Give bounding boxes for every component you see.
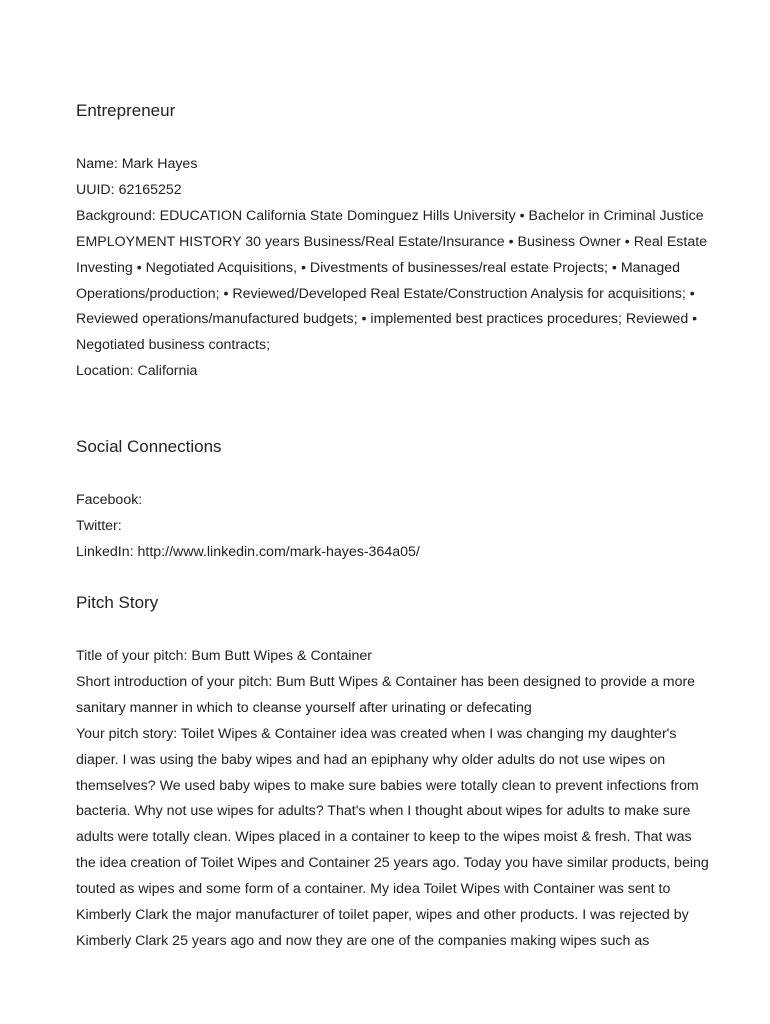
pitch-introduction: Short introduction of your pitch: Bum Butt Wipes & Container has been designed to provide a more sanitary manner in which to cleanse yourself after urinating or defecating [76, 673, 696, 716]
pitch-title: Title of your pitch: Bum Butt Wipes & Container [76, 648, 372, 664]
twitter-entry: Twitter: [76, 517, 122, 534]
pitch-story-heading: Pitch Story [76, 593, 159, 612]
facebook-entry: Facebook: [76, 492, 143, 508]
entrepreneur-uuid: UUID: 62165252 [76, 181, 182, 198]
social-connections-heading: Social Connections [76, 437, 222, 456]
entrepreneur-location: Location: California [76, 363, 198, 380]
linkedin-entry: LinkedIn: http://www.linkedin.com/mark-hayes-364a05/ [76, 543, 420, 560]
social-connections-list [76, 488, 712, 566]
entrepreneur-details [76, 152, 712, 385]
entrepreneur-background: Background: EDUCATION California State Dominguez Hills University • Bachelor in Criminal Justice EMPLOYMENT HISTORY 30 years Business/Real Estate/Insurance • Business Owner • Real Estate Investing • Negotiated Acquisitions, • Divestments of businesses/real estate Projects; • Managed Operations/production; • Reviewed/Developed Real Estate/Construction Analysis for acquisitions; • Reviewed operations/manufactured budgets; • implemented best practices procedures; Reviewed • Negotiated business contracts; [76, 207, 708, 354]
pitch-story-details [76, 644, 712, 955]
pitch-story-text: Your pitch story: Toilet Wipes & Container idea was created when I was changing my daughter's diaper. I was using the baby wipes and had an epiphany why older adults do not use wipes on themselves? We used baby wipes to make sure babies were totally clean to prevent infections from bacteria. Why not use wipes for adults? That's when I thought about wipes for adults to make sure adults were totally clean. Wipes placed in a container to keep to the wipes moist & fresh. That was the idea creation of Toilet Wipes and Container 25 years ago. Today you have similar products, being touted as wipes and some form of a container. My idea Toilet Wipes with Container was sent to Kimberly Clark the major manufacturer of toilet paper, wipes and other products. I was rejected by Kimberly Clark 25 years ago and now they are one of the companies making wipes such as [76, 725, 709, 949]
entrepreneur-name: Name: Mark Hayes [76, 156, 198, 172]
entrepreneur-heading: Entrepreneur [76, 101, 176, 120]
